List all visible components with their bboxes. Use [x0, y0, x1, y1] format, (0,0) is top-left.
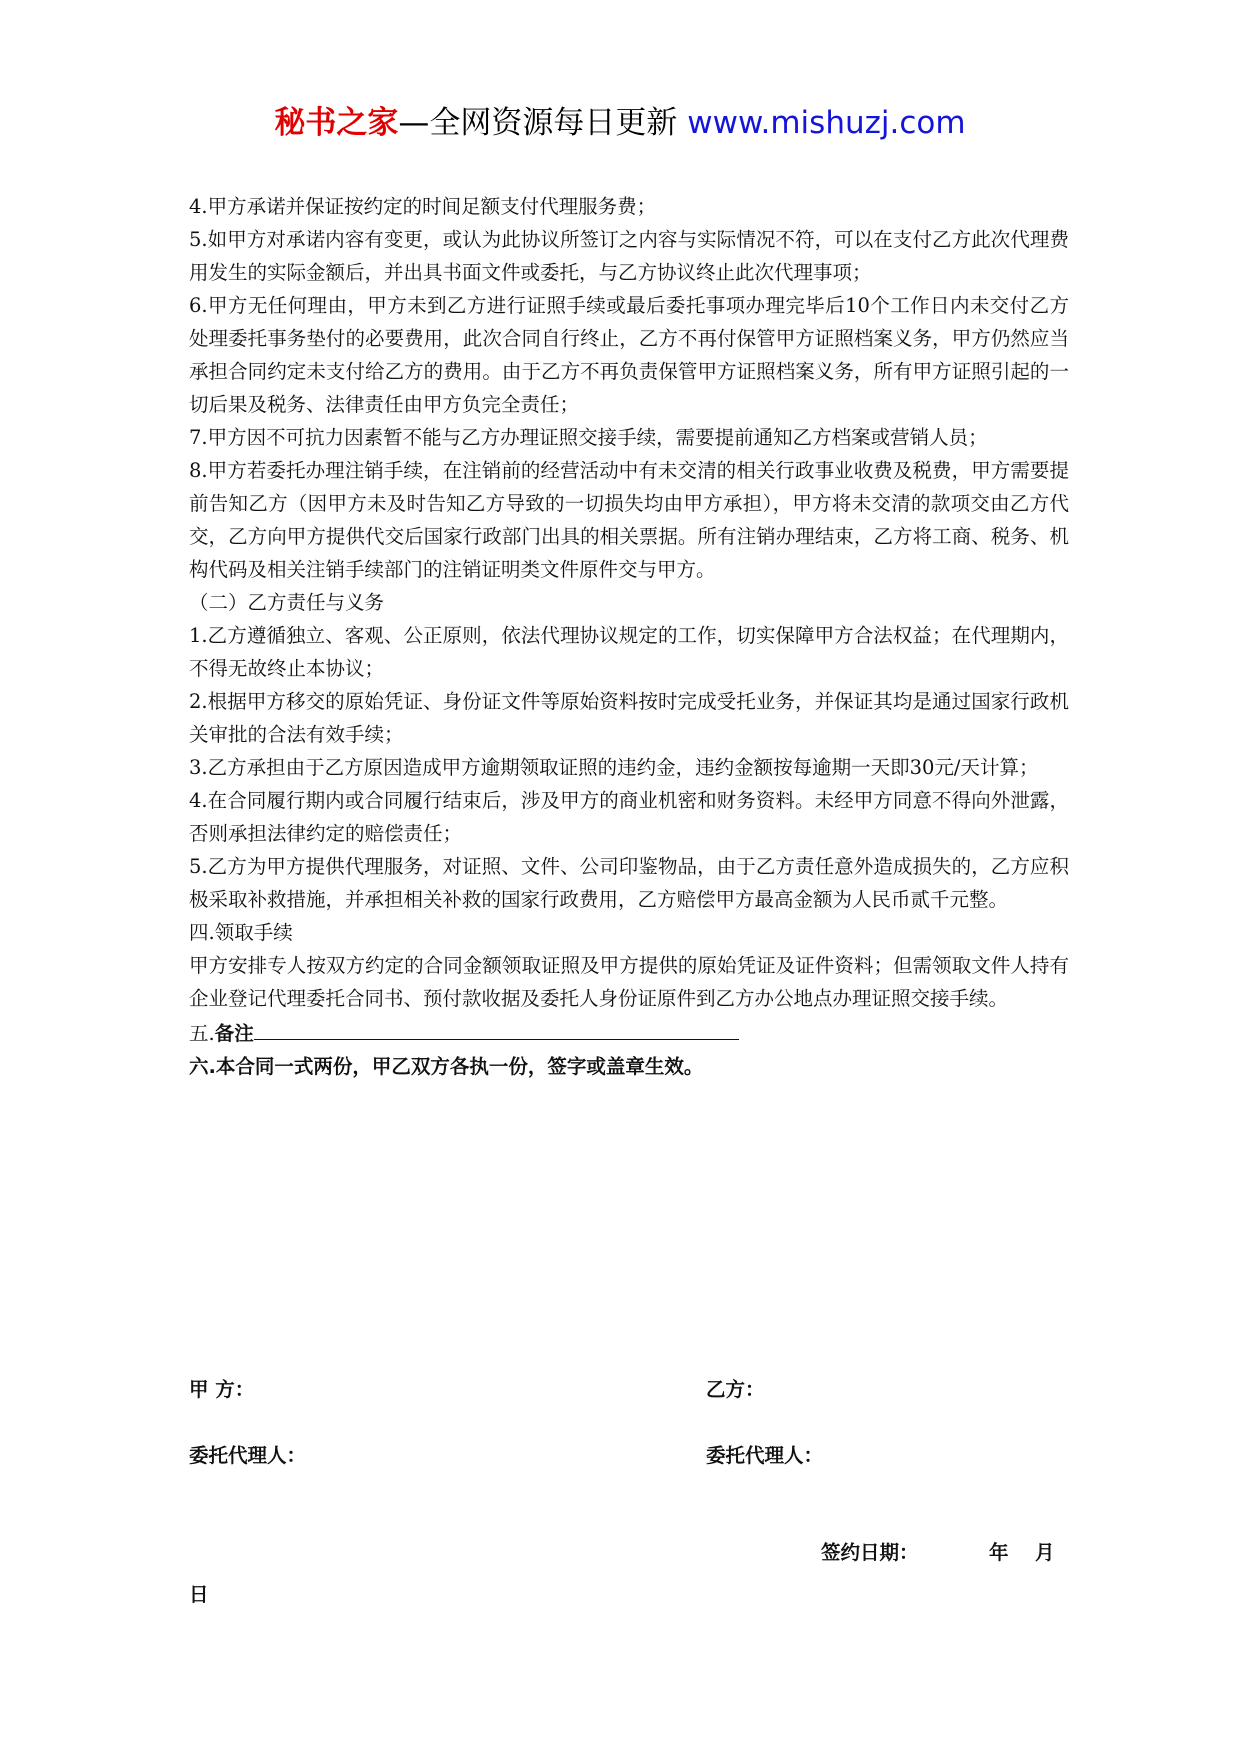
sign-date-label: 签约日期：: [821, 1541, 919, 1564]
clause-paragraph: 甲方安排专人按双方约定的合同金额领取证照及甲方提供的原始凭证及证件资料；但需领取文件人持有企业登记代理委托合同书、预付款收据及委托人身份证原件到乙方办公地点办理证照交接手续。: [189, 954, 1069, 1010]
clause-paragraph: 5.如甲方对承诺内容有变更，或认为此协议所签订之内容与实际情况不符，可以在支付乙方此次代理费用发生的实际金额后，并出具书面文件或委托，与乙方协议终止此次代理事项；: [189, 228, 1069, 284]
party-b-label: 乙方：: [706, 1378, 765, 1401]
remark-blank[interactable]: [254, 1015, 739, 1040]
remark-prefix: 五.: [189, 1022, 215, 1045]
clause-paragraph: 4.在合同履行期内或合同履行结束后，涉及甲方的商业机密和财务资料。未经甲方同意不得向外泄露，否则承担法律约定的赔偿责任；: [189, 789, 1069, 845]
remark-label: 备注: [214, 1022, 254, 1045]
clause-paragraph: 5.乙方为甲方提供代理服务，对证照、文件、公司印鉴物品，由于乙方责任意外造成损失的，乙方应积极采取补救措施，并承担相关补救的国家行政费用，乙方赔偿甲方最高金额为人民币贰千元整。: [189, 855, 1069, 911]
section-heading: 四.领取手续: [189, 921, 293, 944]
clause-paragraph: 8.甲方若委托办理注销手续，在注销前的经营活动中有未交清的相关行政事业收费及税费，甲方需要提前告知乙方（因甲方未及时告知乙方导致的一切损失均由甲方承担），甲方将未交清的款项交由乙方代交，乙方向甲方提供代交后国家行政部门出具的相关票据。所有注销办理结束，乙方将工商、税务、机构代码及相关注销手续部门的注销证明类文件原件交与甲方。: [189, 459, 1069, 581]
party-a-label: 甲 方：: [189, 1378, 255, 1401]
agent-b-label: 委托代理人：: [706, 1444, 824, 1467]
remark-line: [189, 1015, 1069, 1050]
clause-paragraph: 4.甲方承诺并保证按约定的时间足额支付代理服务费；: [189, 195, 657, 218]
clause-paragraph: 7.甲方因不可抗力因素暂不能与乙方办理证照交接手续，需要提前通知乙方档案或营销人员；: [189, 426, 988, 449]
sign-date-month: 月: [1035, 1541, 1055, 1564]
clause-paragraph: 1.乙方遵循独立、客观、公正原则，依法代理协议规定的工作，切实保障甲方合法权益；在代理期内，不得无故终止本协议；: [189, 624, 1069, 680]
page-header: [0, 103, 1240, 143]
closing-statement: 六.本合同一式两份，甲乙双方各执一份，签字或盖章生效。: [189, 1055, 704, 1078]
clause-paragraph: 3.乙方承担由于乙方原因造成甲方逾期领取证照的违约金，违约金额按每逾期一天即30元/天计算；: [189, 756, 1039, 779]
header-slogan: —全网资源每日更新: [398, 105, 678, 141]
contract-body: [189, 190, 1069, 1083]
sign-date-day: 日: [189, 1583, 209, 1606]
agent-a-label: 委托代理人：: [189, 1444, 307, 1467]
site-link[interactable]: www.mishuzj.com: [687, 105, 966, 141]
brand-name: 秘书之家: [274, 105, 399, 141]
section-heading: （二）乙方责任与义务: [189, 591, 385, 614]
clause-paragraph: 6.甲方无任何理由，甲方未到乙方进行证照手续或最后委托事项办理完毕后10个工作日内未交付乙方处理委托事务垫付的必要费用，此次合同自行终止，乙方不再付保管甲方证照档案义务，甲方仍然应当承担合同约定未支付给乙方的费用。由于乙方不再负责保管甲方证照档案义务，所有甲方证照引起的一切后果及税务、法律责任由甲方负完全责任；: [189, 294, 1069, 416]
sign-date-year: 年: [989, 1541, 1009, 1564]
clause-paragraph: 2.根据甲方移交的原始凭证、身份证文件等原始资料按时完成受托业务，并保证其均是通过国家行政机关审批的合法有效手续；: [189, 690, 1069, 746]
